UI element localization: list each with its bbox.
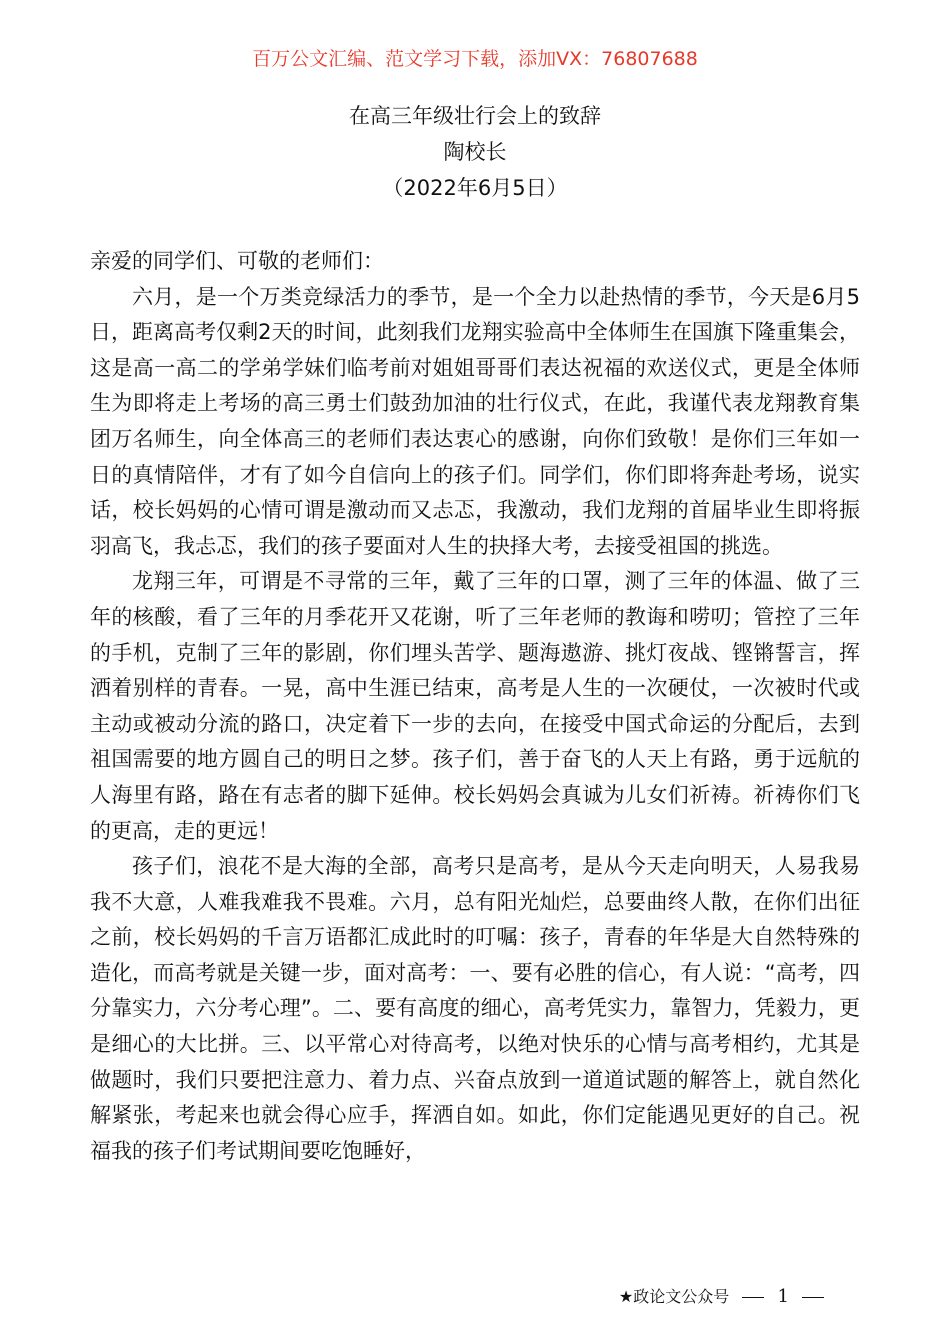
promo-banner: 百万公文汇编、范文学习下载，添加VX：76807688	[252, 48, 698, 70]
speech-date: （2022年6月5日）	[382, 176, 568, 200]
speaker-name: 陶校长	[443, 140, 507, 164]
speech-title: 在高三年级壮行会上的致辞	[349, 104, 601, 128]
title-block	[0, 98, 950, 206]
paragraph-2: 龙翔三年，可谓是不寻常的三年，戴了三年的口罩，测了三年的体温、做了三年的核酸，看了三年的月季花开又花谢，听了三年老师的教诲和唠叨；管控了三年的手机，克制了三年的影剧，你们埋头苦学、题海遨游、挑灯夜战、铿锵誓言，挥洒着别样的青春。一晃，高中生涯已结束，高考是人生的一次硬仗，一次被时代或主动或被动分流的路口，决定着下一步的去向，在接受中国式命运的分配后，去到祖国需要的地方圆自己的明日之梦。孩子们，善于奋飞的人天上有路，勇于远航的人海里有路，路在有志者的脚下延伸。校长妈妈会真诚为儿女们祈祷。祈祷你们飞的更高，走的更远！	[90, 569, 860, 843]
paragraph-3: 孩子们，浪花不是大海的全部，高考只是高考，是从今天走向明天，人易我易我不大意，人难我难我不畏难。六月，总有阳光灿烂，总要曲终人散，在你们出征之前，校长妈妈的千言万语都汇成此时的叮嘱：孩子，青春的年华是大自然特殊的造化，而高考就是关键一步，面对高考：一、要有必胜的信心，有人说：“高考，四分靠实力，六分考心理”。二、要有高度的细心，高考凭实力，靠智力，凭毅力，更是细心的大比拼。三、以平常心对待高考，以绝对快乐的心情与高考相约，尤其是做题时，我们只要把注意力、着力点、兴奋点放到一道道试题的解答上，就自然化解紧张，考起来也就会得心应手，挥洒自如。如此，你们定能遇见更好的自己。祝福我的孩子们考试期间要吃饱睡好，	[90, 854, 860, 1163]
speech-body	[90, 244, 860, 1169]
greeting-line: 亲爱的同学们、可敬的老师们：	[90, 249, 384, 273]
footer-dash-left	[742, 1297, 764, 1298]
page-number: 1	[777, 1286, 789, 1307]
paragraph-1: 六月，是一个万类竞绿活力的季节，是一个全力以赴热情的季节，今天是6月5日，距离高考仅剩2天的时间，此刻我们龙翔实验高中全体师生在国旗下隆重集会，这是高一高二的学弟学妹们临考前对姐姐哥哥们表达祝福的欢送仪式，更是全体师生为即将走上考场的高三勇士们鼓劲加油的壮行仪式，在此，我谨代表龙翔教育集团万名师生，向全体高三的老师们表达衷心的感谢，向你们致敬！是你们三年如一日的真情陪伴，才有了如今自信向上的孩子们。同学们，你们即将奔赴考场，说实话，校长妈妈的心情可谓是激动而又忐忑，我激动，我们龙翔的首届毕业生即将振羽高飞，我忐忑，我们的孩子要面对人生的抉择大考，去接受祖国的挑选。	[90, 284, 860, 558]
footer-dash-right	[802, 1297, 824, 1298]
page-footer	[619, 1286, 832, 1308]
footer-source: ★政论文公众号	[618, 1287, 730, 1306]
